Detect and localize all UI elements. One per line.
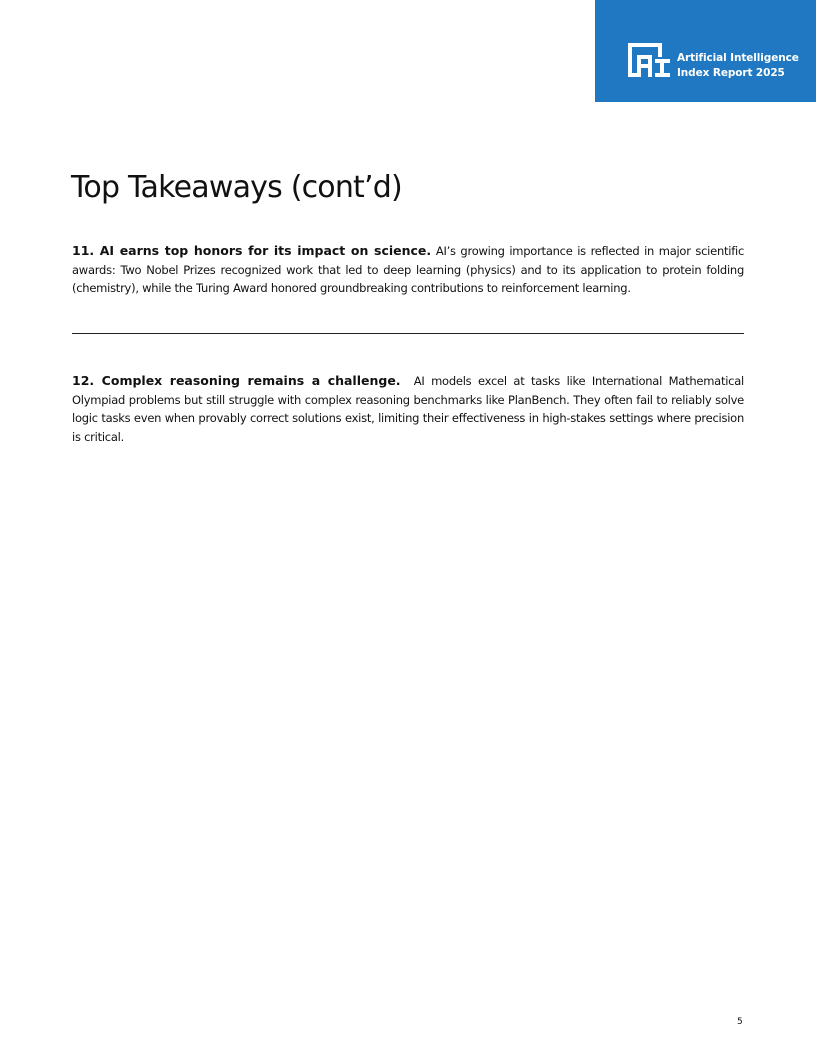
page-number: 5: [737, 1017, 743, 1027]
ai-index-logo-icon: [628, 41, 670, 77]
takeaway-11-body: AI’s growing importance is reflected in major scientific awards: Two Nobel Prizes recognized work that led to deep learning (physics) and to its application to protein folding (chemistry), while the Turing Award honored groundbreaking contributions to reinforcement learning.: [72, 244, 745, 296]
page-title: Top Takeaways (cont’d): [71, 170, 402, 205]
takeaway-12: [72, 372, 744, 446]
takeaway-12-body: AI models excel at tasks like International Mathematical Olympiad problems but still struggle with complex reasoning benchmarks like PlanBench. They often fail to reliably solve logic tasks even when provably correct solutions exist, limiting their effectiveness in high-stakes settings where precision is critical.: [72, 374, 744, 444]
report-title-line1: Artificial Intelligence: [677, 52, 799, 64]
section-divider: [72, 333, 744, 334]
report-title: [677, 51, 799, 80]
takeaway-11-lead: 11. AI earns top honors for its impact on science.: [72, 243, 432, 258]
takeaway-12-lead: 12. Complex reasoning remains a challenge.: [72, 373, 401, 388]
takeaway-11: [72, 242, 744, 298]
report-badge: [595, 0, 816, 102]
report-title-line2: Index Report 2025: [677, 66, 785, 79]
